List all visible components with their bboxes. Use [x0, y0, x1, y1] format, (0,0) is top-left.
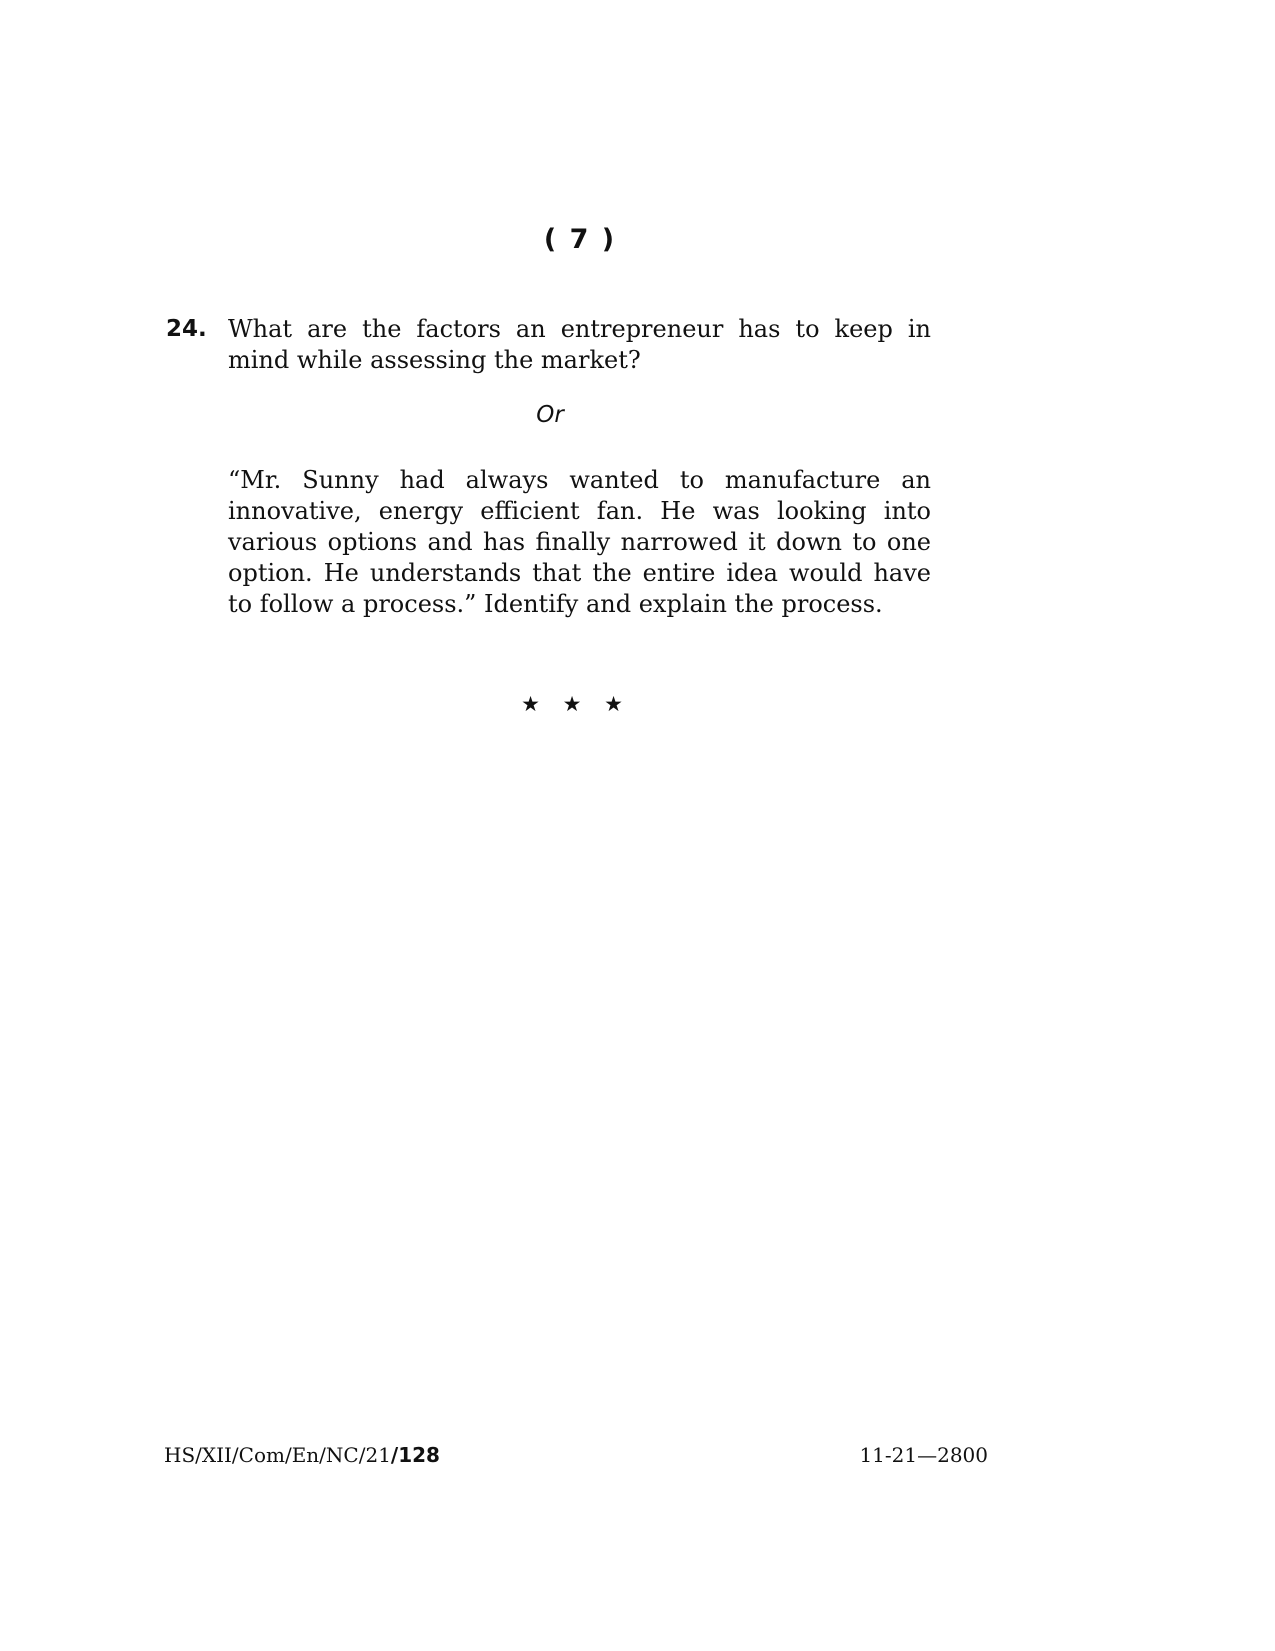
- end-of-paper-stars: ★ ★ ★: [521, 692, 631, 716]
- print-info: 11-21—2800: [859, 1443, 988, 1467]
- alternative-question-text: “Mr. Sunny had always wanted to manufacture an innovative, energy efficient fan. He was looking into various options and has finally narrowed it down to one option. He understands that the entire idea would have to follow a process.” Identify and explain the process.: [228, 466, 931, 618]
- question-text: What are the factors an entrepreneur has to keep in mind while assessing the market?: [228, 315, 931, 374]
- paper-code: [164, 1443, 440, 1467]
- paper-code-prefix: HS/XII/Com/En/NC/21: [164, 1443, 391, 1467]
- page-number: ( 7 ): [543, 224, 617, 255]
- or-separator: Or: [536, 402, 564, 428]
- paper-code-suffix: /128: [390, 1443, 440, 1467]
- question-number: 24.: [166, 316, 207, 342]
